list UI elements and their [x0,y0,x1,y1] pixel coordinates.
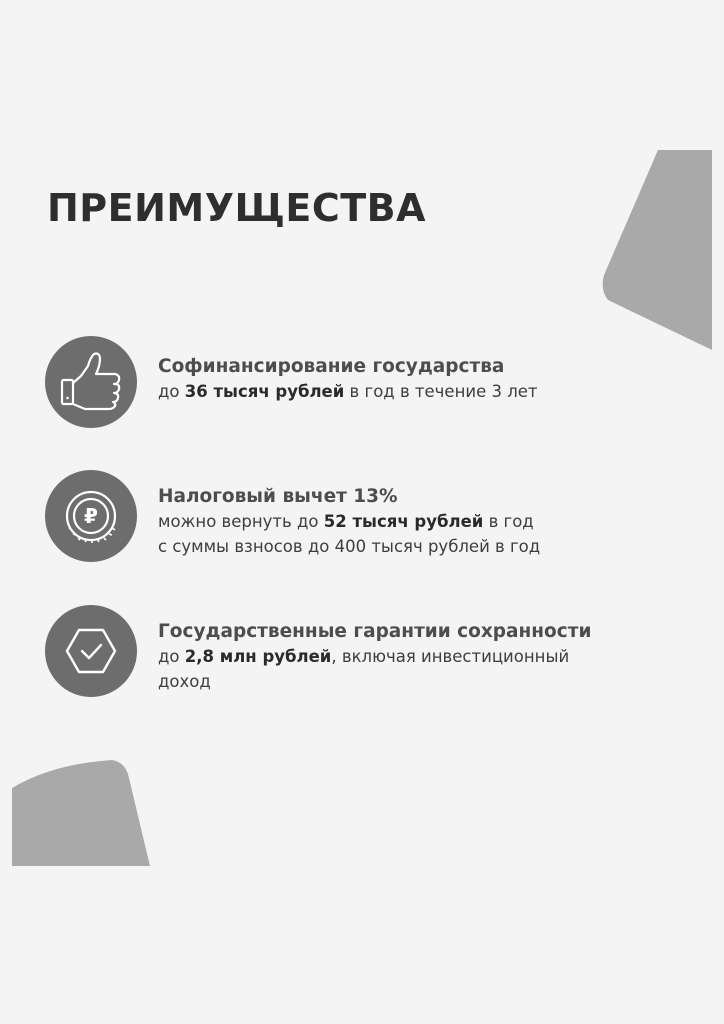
benefit-heading: Государственные гарантии сохранности [158,621,592,642]
ruble-coin-icon [45,470,137,562]
benefit-description-line: с суммы взносов до 400 тысяч рублей в год [158,537,541,556]
benefit-description-line: до 2,8 млн рублей, включая инвестиционный [158,647,570,666]
decorative-shape-top-right [600,150,712,350]
benefit-heading: Налоговый вычет 13% [158,486,398,507]
benefit-text [158,354,538,404]
hexagon-check-icon [45,605,137,697]
benefit-icon-circle [45,605,137,697]
benefit-icon-circle [45,470,137,562]
thumbs-up-icon [45,336,137,428]
benefit-icon-circle [45,336,137,428]
benefit-description-line: доход [158,672,211,691]
svg-text:₽: ₽ [84,504,98,528]
benefit-heading: Софинансирование государства [158,356,505,377]
page-title: ПРЕИМУЩЕСТВА [47,186,427,230]
decorative-shape-bottom-left [12,760,150,866]
benefit-text [158,619,591,694]
benefit-text [158,484,540,559]
benefit-description-line: до 36 тысяч рублей в год в течение 3 лет [158,382,538,401]
benefit-description-line: можно вернуть до 52 тысяч рублей в год [158,512,534,531]
